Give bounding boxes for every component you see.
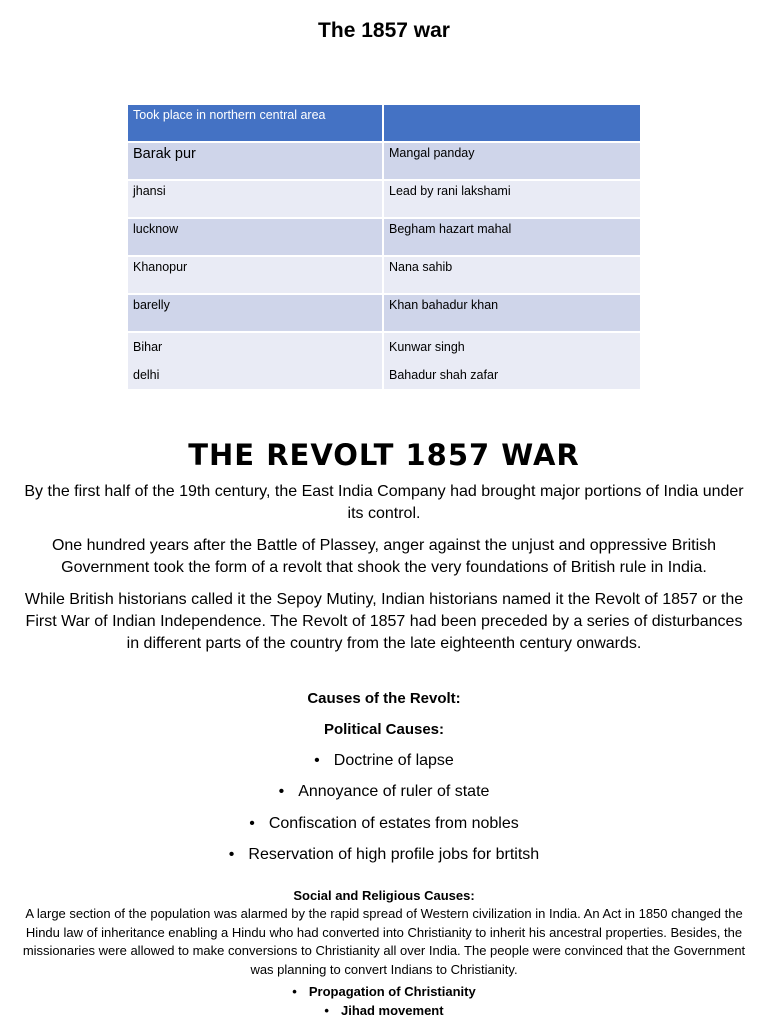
table-row	[128, 294, 640, 332]
table-cell-leader: Lead by rani lakshami	[383, 180, 640, 218]
list-item	[0, 781, 768, 803]
table-header-cell	[383, 105, 640, 142]
table-header-row	[128, 105, 640, 142]
table-cell-leader: Mangal panday	[383, 142, 640, 180]
list-item	[0, 1002, 768, 1020]
bullet-icon: •	[314, 752, 320, 769]
page-title: The 1857 war	[318, 19, 450, 42]
table-cell-place: lucknow	[128, 218, 383, 256]
list-item	[0, 983, 768, 1001]
bullet-icon: •	[249, 815, 255, 832]
table-cell-leader	[383, 332, 640, 389]
bullet-icon: •	[324, 1003, 329, 1018]
table-cell-line: Bahadur shah zafar	[389, 368, 499, 382]
table-row	[128, 218, 640, 256]
table-row	[128, 180, 640, 218]
list-item-text: Confiscation of estates from nobles	[268, 815, 519, 832]
paragraph: While British historians called it the Sepoy Mutiny, Indian historians named it the Revolt of 1857 or the First War of Indian Independence. The Revolt of 1857 had been preceded by a series of disturbances in different parts of the country from the late eighteenth century onwards.	[24, 591, 744, 652]
bullet-icon: •	[278, 783, 285, 800]
table-header-cell: Took place in northern central area	[128, 105, 383, 142]
list-item-text: Propagation of Christianity	[308, 984, 476, 999]
table-row	[128, 142, 640, 180]
table-row	[128, 332, 640, 389]
table-cell-place: barelly	[128, 294, 383, 332]
table-cell-line: Kunwar singh	[389, 340, 465, 354]
table-cell-place: Barak pur	[128, 142, 383, 180]
list-item-text: Jihad movement	[340, 1003, 444, 1018]
social-causes-paragraph: A large section of the population was alarmed by the rapid spread of Western civilization in India. An Act in 1850 changed the Hindu law of inheritance enabling a Hindu who had converted into Christianity to inherit his ancestral properties. Besides, the missionaries were allowed to make conversions to Christianity all over India. The people were convinced that the Government was planning to convert Indians to Christianity.	[22, 906, 746, 977]
social-causes-heading: Social and Religious Causes:	[293, 888, 475, 903]
causes-heading: Causes of the Revolt:	[307, 690, 461, 707]
political-causes-heading: Political Causes:	[323, 721, 445, 738]
list-item	[0, 844, 768, 866]
list-item-text: Reservation of high profile jobs for brtitsh	[248, 846, 540, 863]
paragraph: By the first half of the 19th century, the East India Company had brought major portions of India under its control.	[24, 483, 744, 522]
list-item-text: Annoyance of ruler of state	[298, 783, 490, 800]
table-cell-line: Bihar	[133, 340, 163, 354]
bullet-icon: •	[228, 846, 235, 863]
revolt-heading: THE REVOLT 1857 WAR	[188, 438, 580, 472]
places-leaders-table	[128, 105, 640, 389]
table-cell-place: Khanopur	[128, 256, 383, 294]
list-item-text: Doctrine of lapse	[333, 752, 454, 769]
bullet-icon: •	[292, 984, 297, 999]
list-item	[0, 750, 768, 772]
table-cell-leader: Khan bahadur khan	[383, 294, 640, 332]
table-row	[128, 256, 640, 294]
table-cell-leader: Nana sahib	[383, 256, 640, 294]
table-cell-leader: Begham hazart mahal	[383, 218, 640, 256]
list-item	[0, 813, 768, 835]
paragraph: One hundred years after the Battle of Plassey, anger against the unjust and oppressive British Government took the form of a revolt that shook the very foundations of British rule in India.	[51, 537, 717, 576]
table-cell-place	[128, 332, 383, 389]
table-cell-place: jhansi	[128, 180, 383, 218]
table-cell-line: delhi	[133, 368, 160, 382]
